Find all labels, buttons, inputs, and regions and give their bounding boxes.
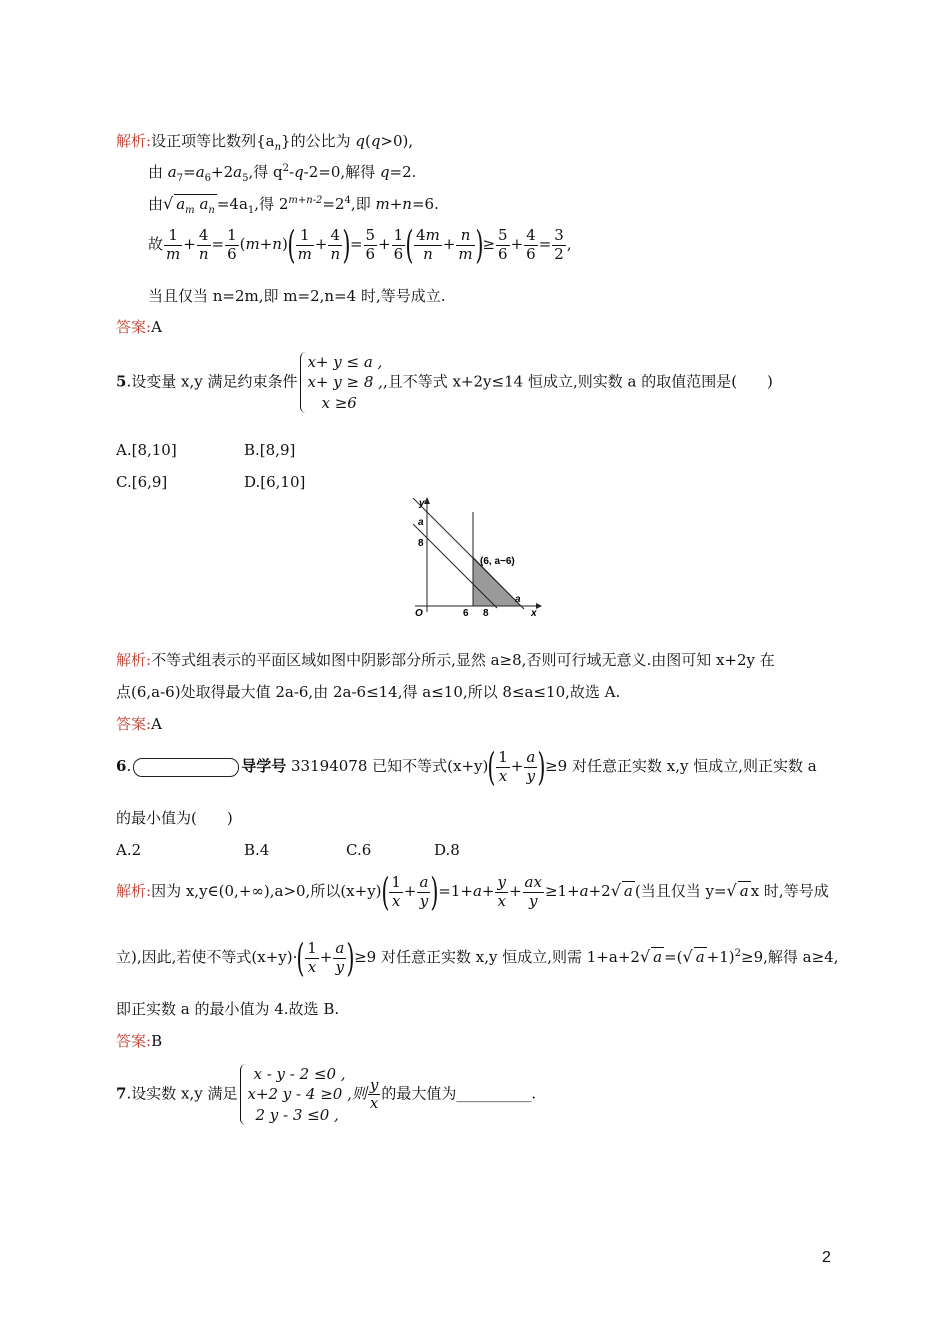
q5-analysis-line2: 点(6,a-6)处取得最大值 2a-6,由 2a-6≤14,得 a≤10,所以 8≤a≤10,故选 A. [116,683,621,701]
page-number: 2 [822,1249,831,1266]
q7-number: 7 [116,1084,127,1103]
x-tick-6-label: 6 [463,608,469,618]
q7-stem: 7.设实数 x,y 满足x - y - 2 ≤0 , x+2 y - 4 ≥0 , 2 y - 3 ≤0 ,则 $\frac{y}{x}$ 的最大值为__________. [116,1065,537,1124]
q5-option-d[interactable]: D.[6,10] [244,473,306,491]
q4-analysis-line4: 故 $\frac{1}{m}$ + $\frac{4}{n}$ = $\frac{1}{6}$ (m+n)( $\frac{1}{m}$ + $\frac{4}{n}$ )= $\frac{5}{6}$ + $\frac{1}{6}$ ( $\frac{4m}{n}$ + $\frac{n}{m}$ )≥ $\frac{5}{6}$ + $\frac{4}{6}$ = $\frac{3}{2}$ , [148,223,572,267]
q6-option-a[interactable]: A.2 [116,841,142,859]
y-intercept-8-label: 8 [418,538,424,549]
line-x-plus-y-eq-a [413,498,524,609]
q7-system: x - y - 2 ≤0 , x+2 y - 4 ≥0 , 2 y - 3 ≤0 , [240,1064,351,1125]
q6-analysis-line1: 解析:因为 x,y∈(0,+∞),a>0,所以(x+y)( $\frac{1}{x}$ + $\frac{a}{y}$ )=1+a+ $\frac{y}{x}$ + $\frac{ax}{y}$ ≥1+a+2√ a (当且仅当 y=√ a x 时,等号成 [116,870,829,914]
q4-analysis-text: 设正项等比数列$\{a_n\}$的公比为 q(q>0), [151,132,414,153]
guide-badge [133,758,239,777]
origin-label: O [415,608,423,618]
x-intercept-a-label: a [515,594,521,605]
x-tick-8-label: 8 [483,608,489,618]
q4-answer: 答案:A [116,318,162,336]
vertex-point-label: (6, a−6) [480,556,515,567]
q6-option-b[interactable]: B.4 [244,841,270,859]
q5-stem: 5.设变量 x,y 满足约束条件x+ y ≤ a , x+ y ≥ 8 , x ≥6,且不等式 x+2y≤14 恒成立,则实数 a 的取值范围是( ) [116,353,773,412]
q7-answer-blank[interactable]: __________. [456,1084,537,1103]
q5-system: x+ y ≤ a , x+ y ≥ 8 , x ≥6 [300,352,382,413]
q6-option-c[interactable]: C.6 [346,841,372,859]
guide-number: 33194078 [291,757,368,775]
axis-x-label: x [531,608,537,618]
q5-option-b[interactable]: B.[8,9] [244,441,296,459]
guide-label: 导学号 [241,757,287,775]
q6-stem-line2: 的最小值为( ) [116,809,233,827]
q5-number: 5 [116,372,127,391]
q5-option-a[interactable]: A.[8,10] [116,441,177,459]
q4-analysis-line3: 由√ $a_m$ $a_n =4a_1$,得 $2^{m+n-2}=2^4$,即 m+n=6. [148,194,439,216]
q5-feasible-region-figure [400,494,550,618]
q4-analysis-line1: 解析:设正项等比数列$\{a_n\}$的公比为 q(q>0), [116,132,414,153]
q6-answer: 答案:B [116,1032,163,1050]
q5-answer: 答案:A [116,715,162,733]
q6-analysis-line3: 即正实数 a 的最小值为 4.故选 B. [116,1000,340,1018]
q4-analysis-line5: 当且仅当 n=2m,即 m=2,n=4 时,等号成立. [148,287,446,305]
analysis-label: 解析 [116,132,147,150]
y-intercept-a-label: a [418,517,424,528]
y-axis-arrow-icon [424,497,430,504]
q6-option-d[interactable]: D.8 [434,841,460,859]
x-axis-arrow-icon [536,603,542,609]
q6-number: 6 [116,757,127,775]
q5-analysis-line1: 解析:不等式组表示的平面区域如图中阴影部分所示,显然 a≥8,否则可行域无意义.由图可知 x+2y 在 [116,651,775,669]
q4-analysis-line2: 由 $a_7=a_6+2a_5$,得 $q^2-q-2=0$,解得 q=2. [148,163,417,184]
q5-option-c[interactable]: C.[6,9] [116,473,168,491]
axis-y-label: y [419,498,425,509]
q6-analysis-line2: 立),因此,若使不等式(x+y)·( $\frac{1}{x}$ + $\frac{a}{y}$ )≥9 对任意正实数 x,y 恒成立,则需 1+a+2√ a =(√ a +1)$^2$≥9,解得 a≥4, [116,936,839,980]
q6-stem: 6. 导学号 33194078 已知不等式(x+y)( $\frac{1}{x}$ + $\frac{a}{y}$ )≥9 对任意正实数 x,y 恒成立,则正实数 a [116,745,817,789]
